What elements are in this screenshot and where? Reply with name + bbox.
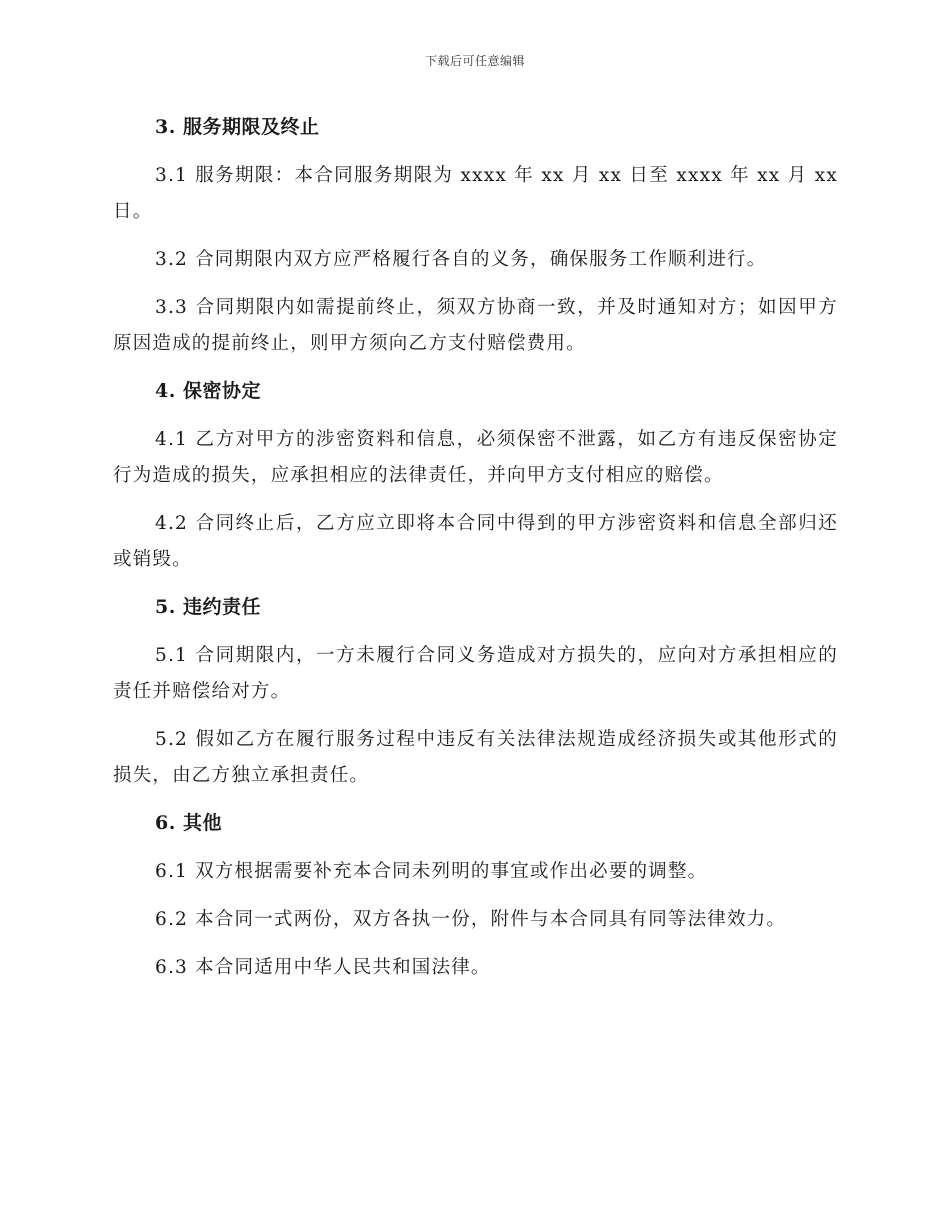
paragraph: 3.3 合同期限内如需提前终止，须双方协商一致，并及时通知对方；如因甲方原因造成的提前终止，则甲方须向乙方支付赔偿费用。 [113,297,838,354]
paragraph: 6.2 本合同一式两份，双方各执一份，附件与本合同具有同等法律效力。 [155,909,787,930]
section-title: 4. 保密协定 [155,380,261,402]
paragraph: 6.1 双方根据需要补充本合同未列明的事宜或作出必要的调整。 [155,861,708,882]
paragraph: 4.1 乙方对甲方的涉密资料和信息，必须保密不泄露，如乙方有违反保密协定行为造成的损失，应承担相应的法律责任，并向甲方支付相应的赔偿。 [113,429,838,486]
section-title: 5. 违约责任 [155,596,261,618]
paragraph: 6.3 本合同适用中华人民共和国法律。 [155,957,491,978]
section-title: 6. 其他 [155,812,222,834]
document-body [113,110,838,998]
paragraph: 5.1 合同期限内，一方未履行合同义务造成对方损失的，应向对方承担相应的责任并赔偿给对方。 [113,645,838,702]
paragraph: 3.1 服务期限：本合同服务期限为 xxxx 年 xx 月 xx 日至 xxxx 年 xx 月 xx 日。 [113,165,838,222]
section-5 [113,590,838,794]
section-4 [113,374,838,578]
section-3 [113,110,838,362]
page-header: 下载后可任意编辑 [424,54,525,68]
paragraph: 4.2 合同终止后，乙方应立即将本合同中得到的甲方涉密资料和信息全部归还或销毁。 [113,513,838,570]
section-6 [113,806,838,986]
section-title: 3. 服务期限及终止 [155,116,320,138]
paragraph: 5.2 假如乙方在履行服务过程中违反有关法律法规造成经济损失或其他形式的损失，由乙方独立承担责任。 [113,729,838,786]
paragraph: 3.2 合同期限内双方应严格履行各自的义务，确保服务工作顺利进行。 [155,249,767,270]
